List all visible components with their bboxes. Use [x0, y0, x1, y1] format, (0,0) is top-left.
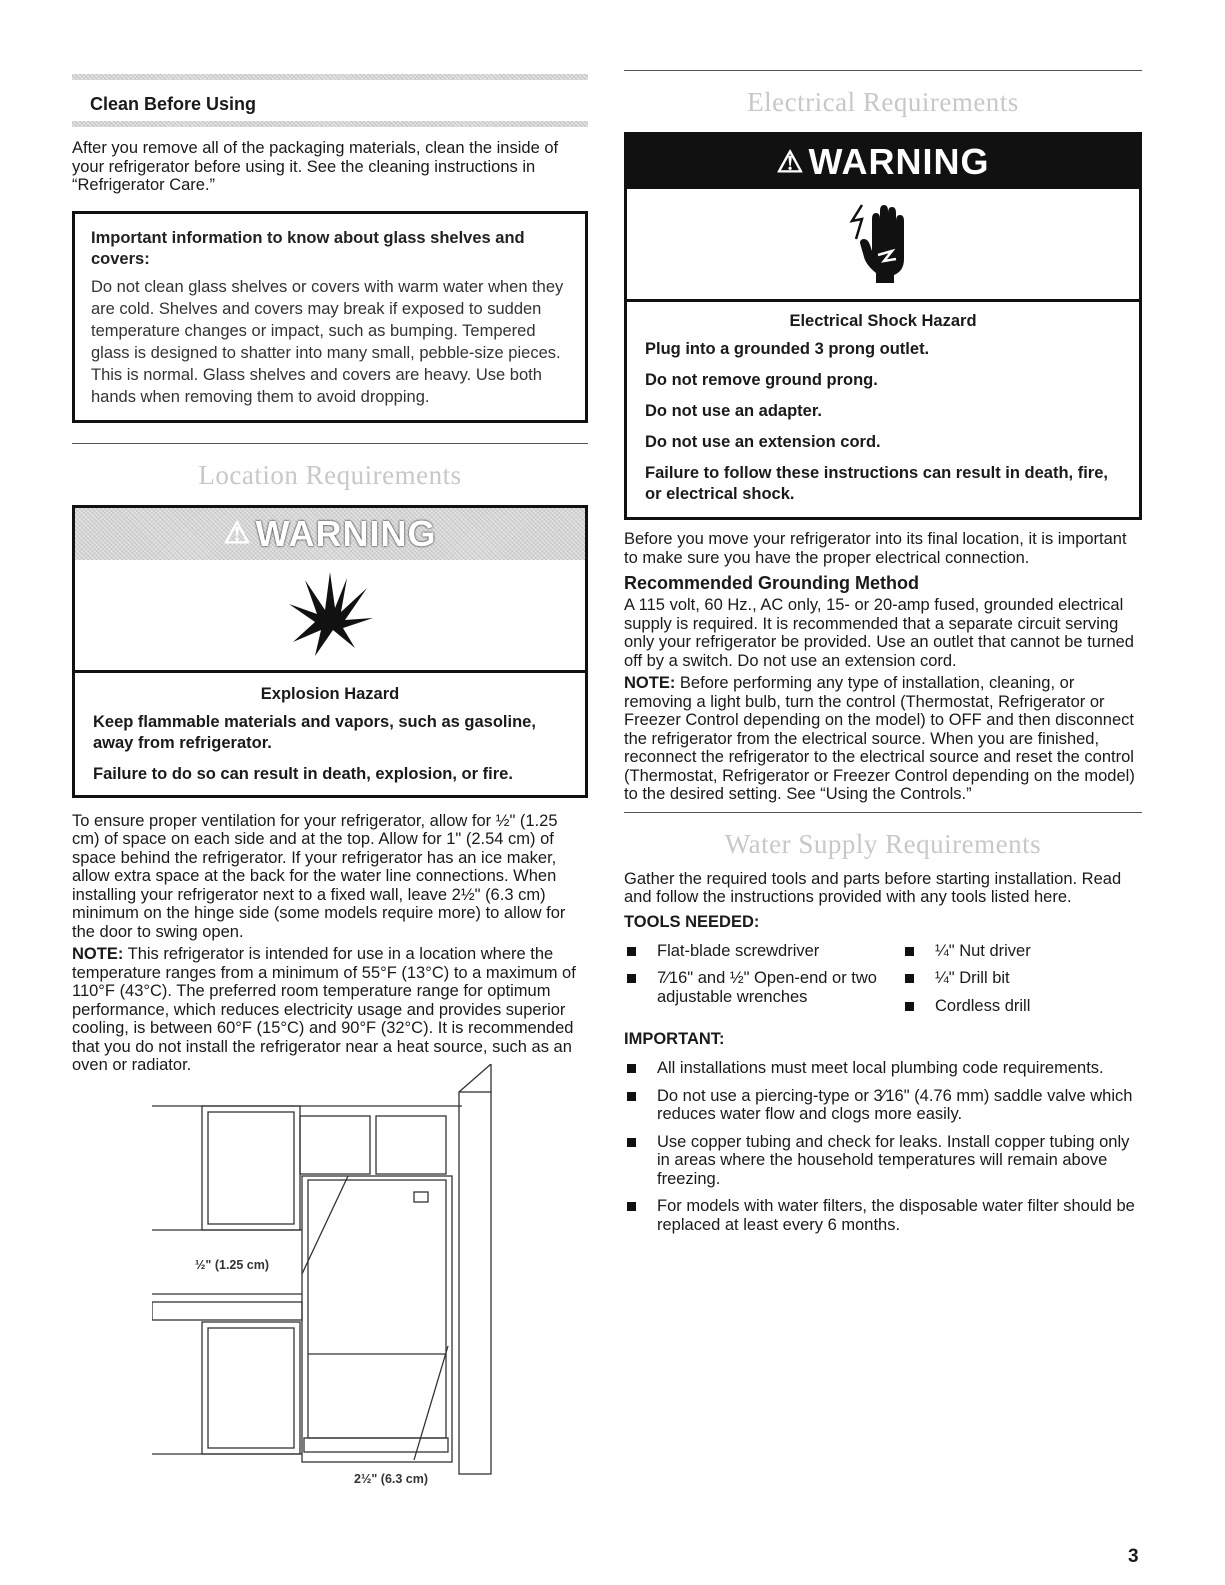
section-rule [72, 443, 588, 444]
shock-line-3: Do not use an adapter. [645, 402, 822, 420]
list-item: For models with water filters, the disposable water filter should be replaced at least every 6 months. [624, 1197, 1142, 1234]
explosion-pictogram [75, 560, 585, 673]
location-requirements-title: Location Requirements [198, 459, 462, 490]
shock-line-4: Do not use an extension cord. [645, 433, 881, 451]
side-clearance-label: ½" (1.25 cm) [195, 1258, 270, 1272]
warning-banner [75, 508, 585, 560]
bullet-icon [627, 1202, 636, 1211]
shock-hazard-title: Electrical Shock Hazard [789, 312, 977, 330]
explosion-warning-box [72, 505, 588, 798]
explosion-hazard-title: Explosion Hazard [260, 684, 400, 703]
location-note [72, 945, 588, 1075]
warning-triangle-icon: ⚠ [776, 145, 805, 179]
electrical-warning-box [624, 132, 1142, 520]
bullet-icon [627, 1064, 636, 1073]
list-item: ¼" Nut driver [902, 942, 1122, 961]
electrical-intro: Before you move your refrigerator into its final location, it is important to make sure you have the proper electrical connection. [624, 530, 1127, 567]
bullet-icon [905, 947, 914, 956]
water-intro: Gather the required tools and parts before starting installation. Read and follow the instructions provided with any tools listed here. [624, 869, 1122, 906]
tools-needed-heading: TOOLS NEEDED: [624, 912, 760, 931]
ventilation-paragraph: To ensure proper ventilation for your refrigerator, allow for ½" (1.25 cm) of space on each side and at the top. Allow for 1" (2.54 cm) of space behind the refrigerator. If your refrigerator has an ice maker, allow extra space at the back for the water line connections. When installing your refrigerator next to a fixed wall, leave 2½" (6.3 cm) minimum on the hinge side (some models require more) to allow for the door to swing open. [72, 811, 566, 941]
notice-body: Do not clean glass shelves or covers with warm water when they are cold. Shelves and covers may break if exposed to sudden temperature changes or impact, such as bumping. Tempered glass is designed to shatter into many small, pebble-size pieces. This is normal. Glass shelves and covers are heavy. Use both hands when removing them to avoid dropping. [91, 277, 564, 406]
note-label: NOTE: [624, 674, 676, 692]
warning-label: WARNING [808, 141, 990, 182]
bullet-icon [627, 1138, 636, 1147]
hinge-clearance-label: 2½" (6.3 cm) [354, 1472, 429, 1486]
note-text: Before performing any type of installation, cleaning, or removing a light bulb, turn the control (Thermostat, Refrigerator or Freezer Control depending on the model) to OFF and then disconnect the refrigerator from the electrical source. When you are finished, reconnect the refrigerator to the electrical source and reset the control (Thermostat, Refrigerator or Freezer Control depending on the model) to the desired setting. See “Using the Controls.” [624, 674, 1135, 803]
shock-pictogram [627, 189, 1139, 302]
bullet-icon [627, 974, 636, 983]
page-number: 3 [1128, 1546, 1139, 1567]
list-item: Cordless drill [902, 997, 1122, 1016]
grounding-heading: Recommended Grounding Method [624, 573, 919, 593]
water-supply-title: Water Supply Requirements [724, 828, 1042, 859]
list-item: All installations must meet local plumbing code requirements. [624, 1059, 1142, 1078]
list-item: ¼" Drill bit [902, 969, 1122, 988]
right-column [624, 70, 1142, 1243]
clearance-illustration [152, 1064, 592, 1484]
note-text: This refrigerator is intended for use in a location where the temperature ranges from a minimum of 55°F (13°C) to a maximum of 110°F (43°C). The preferred room temperature range for optimum performance, which reduces electricity usage and provides superior cooling, is between 60°F (15°C) and 90°F (32°C). It is recommended that you do not install the refrigerator near a heat source, such as an oven or radiator. [72, 945, 576, 1074]
note-label: NOTE: [72, 945, 124, 963]
list-item: Use copper tubing and check for leaks. Install copper tubing only in areas where the household temperatures will remain above freezing. [624, 1133, 1142, 1189]
shock-line-5: Failure to follow these instructions can result in death, fire, or electrical shock. [645, 464, 1108, 503]
explosion-icon [285, 570, 375, 660]
section-rule [624, 70, 1142, 71]
shock-line-2: Do not remove ground prong. [645, 371, 878, 389]
bullet-icon [905, 974, 914, 983]
tools-list [624, 942, 1142, 1025]
shock-line-1: Plug into a grounded 3 prong outlet. [645, 340, 930, 358]
warning-banner [627, 135, 1139, 189]
warning-triangle-icon: ⚠ [223, 517, 252, 550]
explosion-line-2: Failure to do so can result in death, explosion, or fire. [93, 764, 513, 783]
list-item: 7⁄16" and ½" Open-end or two adjustable wrenches [624, 969, 902, 1006]
explosion-line-1: Keep flammable materials and vapors, such as gasoline, away from refrigerator. [93, 712, 536, 752]
warning-label: WARNING [255, 512, 437, 554]
important-heading: IMPORTANT: [624, 1030, 725, 1048]
electrical-requirements-title: Electrical Requirements [747, 87, 1019, 117]
clean-body-text: After you remove all of the packaging materials, clean the inside of your refrigerator before using it. See the cleaning instructions in “Refrigerator Care.” [72, 139, 559, 194]
glass-shelves-notice [72, 211, 588, 423]
notice-title: Important information to know about glass shelves and covers: [91, 228, 525, 268]
electrical-note [624, 674, 1142, 804]
bullet-icon [627, 1092, 636, 1101]
bullet-icon [905, 1002, 914, 1011]
grounding-body: A 115 volt, 60 Hz., AC only, 15- or 20-amp fused, grounded electrical supply is required. It is recommended that a separate circuit serving only your refrigerator be provided. Use an outlet that cannot be turned off by a switch. Do not use an extension cord. [624, 596, 1134, 670]
section-rule [624, 812, 1142, 813]
clean-before-using-heading: Clean Before Using [90, 94, 257, 114]
bullet-icon [627, 947, 636, 956]
list-item: Flat-blade screwdriver [624, 942, 902, 961]
electric-shock-hand-icon [848, 199, 918, 289]
section-divider [72, 121, 588, 127]
list-item: Do not use a piercing-type or 3⁄16" (4.76 mm) saddle valve which reduces water flow and clogs more easily. [624, 1087, 1142, 1124]
left-column [72, 70, 588, 1486]
